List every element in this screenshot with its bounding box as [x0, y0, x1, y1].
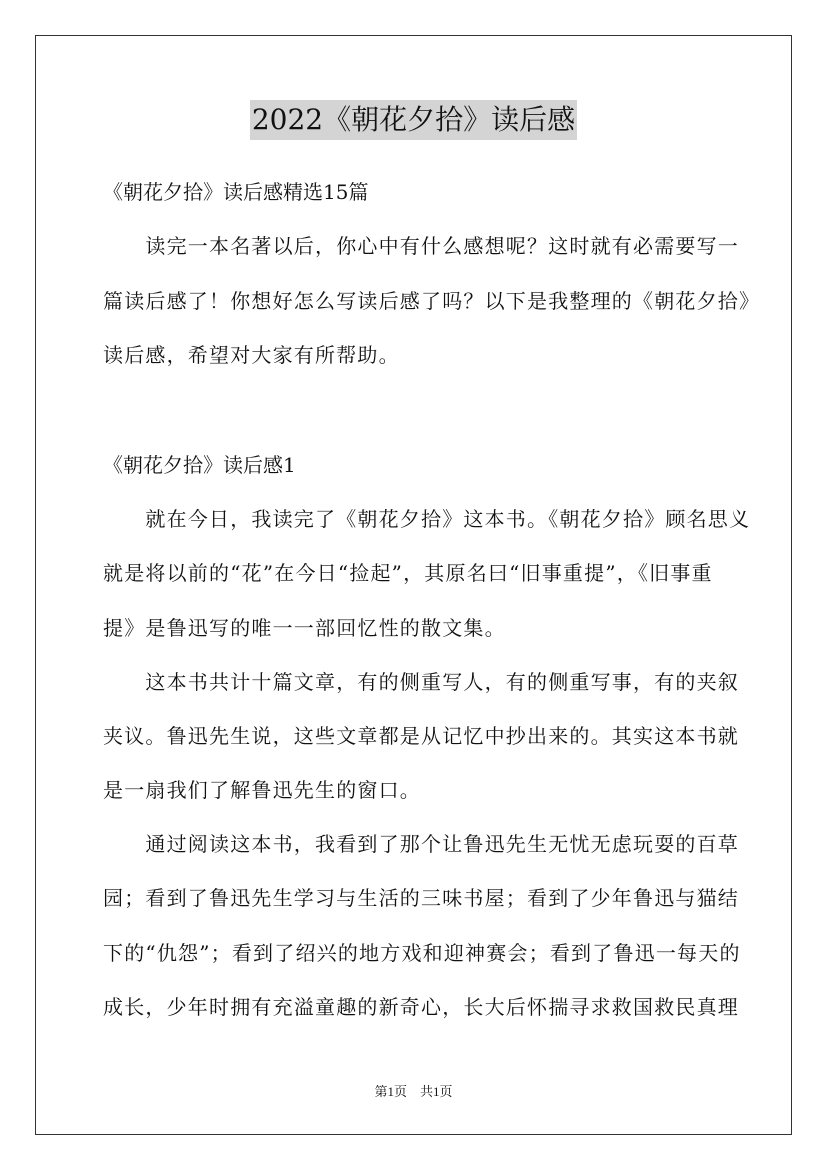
intro-line-3: 读后感，希望对大家有所帮助。	[103, 343, 400, 367]
title-container	[0, 100, 827, 140]
page-footer: 第1页 共1页	[374, 1084, 453, 1099]
body-line-6: 是一扇我们了解鲁迅先生的窗口。	[103, 778, 421, 802]
intro-line-1: 读完一本名著以后，你心中有什么感想呢？这时就有必需要写一	[103, 234, 739, 258]
document-subtitle: 《朝花夕拾》读后感精选15篇	[103, 180, 369, 204]
body-line-4: 这本书共计十篇文章，有的侧重写人，有的侧重写事，有的夹叙	[103, 670, 739, 694]
body-line-3: 提》是鲁迅写的唯一一部回忆性的散文集。	[103, 616, 506, 640]
intro-line-2: 篇读后感了！你想好怎么写读后感了吗？以下是我整理的《朝花夕拾》	[103, 289, 761, 313]
body-line-9: 下的“仇怨”；看到了绍兴的地方戏和迎神赛会；看到了鲁迅一每天的	[103, 941, 741, 965]
body-line-8: 园；看到了鲁迅先生学习与生活的三味书屋；看到了少年鲁迅与猫结	[103, 886, 739, 910]
body-line-2: 就是将以前的“花”在今日“捡起”，其原名曰“旧事重提”，《旧事重	[103, 561, 713, 585]
body-line-1: 就在今日，我读完了《朝花夕拾》这本书。《朝花夕拾》顾名思义	[103, 507, 751, 531]
body-line-10: 成长，少年时拥有充溢童趣的新奇心，长大后怀揣寻求救国救民真理	[103, 995, 739, 1019]
body-line-7: 通过阅读这本书，我看到了那个让鲁迅先生无忧无虑玩耍的百草	[103, 832, 739, 856]
body-line-5: 夹议。鲁迅先生说，这些文章都是从记忆中抄出来的。其实这本书就	[103, 724, 739, 748]
document-title: 2022《朝花夕拾》读后感	[250, 100, 577, 140]
section-heading: 《朝花夕拾》读后感1	[103, 453, 296, 477]
